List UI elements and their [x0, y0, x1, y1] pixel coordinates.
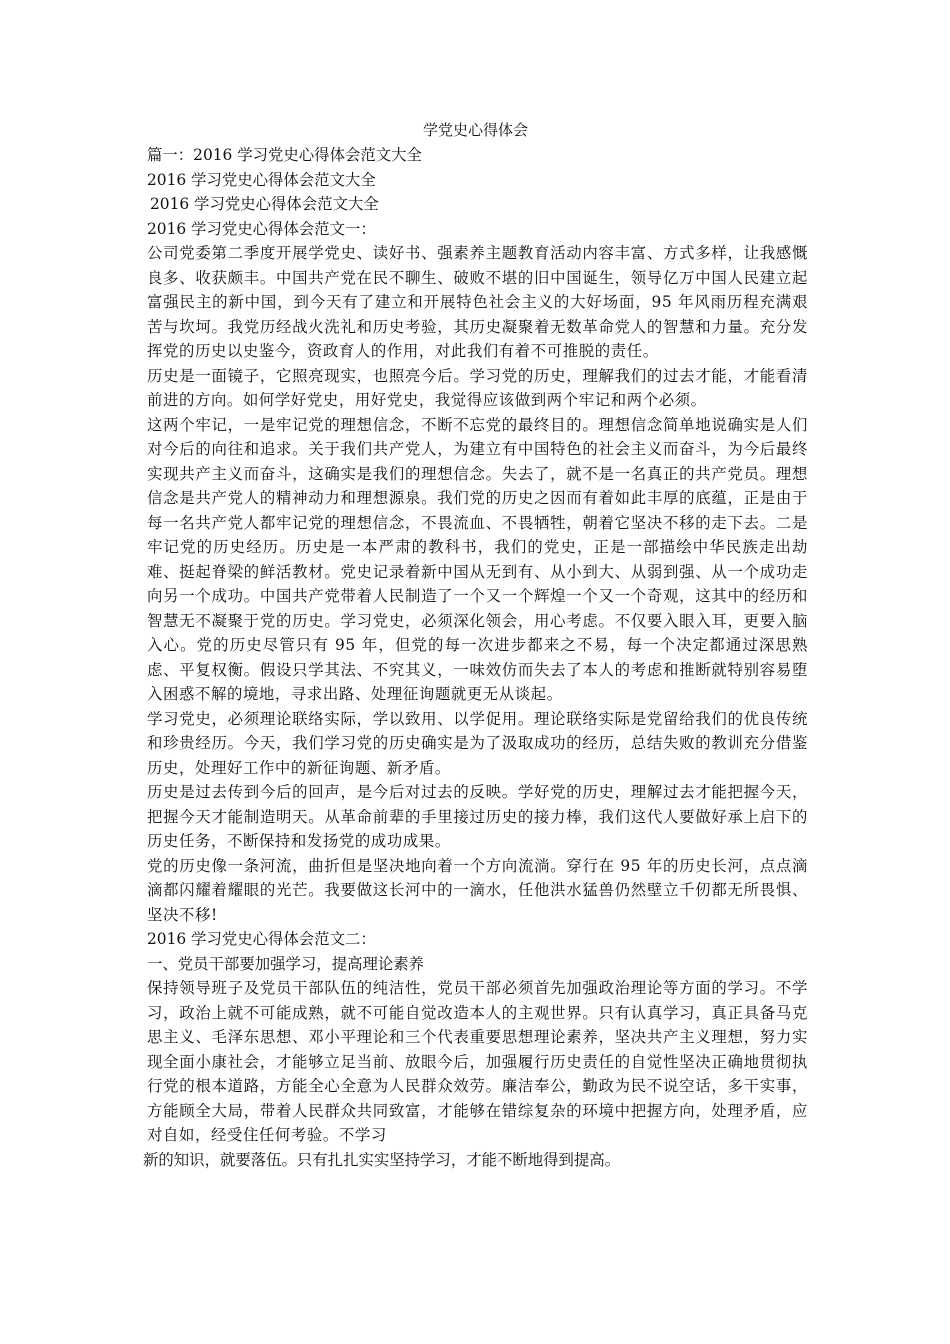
subtitle-line: 2016 学习党史心得体会范文大全 [150, 195, 379, 213]
paragraph: 保持领导班子及党员干部队伍的纯洁性，党员干部必须首先加强政治理论等方面的学习。不学习，政治上就不可能成熟，就不可能自觉改造本人的主观世界。只有认真学习，真正具备马克思主义、毛泽东思想、邓小平理论和三个代表重要思想理论素养，坚决共产主义理想，努力实现全面小康社会，才能够立足当前、放眼今后，加强履行历史责任的自觉性坚决正确地贯彻执行党的根本道路，方能全心全意为人民群众效劳。廉洁奉公，勤政为民不说空话，多干实事，方能顾全大局，带着人民群众共同致富，才能够在错综复杂的环境中把握方向，处理矛盾，应对自如，经受住任何考验。不学习 [147, 979, 808, 1144]
paragraph: 历史是一面镜子，它照亮现实，也照亮今后。学习党的历史，理解我们的过去才能，才能看清前进的方向。如何学好党史，用好党史，我觉得应该做到两个牢记和两个必须。 [147, 366, 808, 409]
section-heading: 2016 学习党史心得体会范文一： [147, 219, 376, 238]
paragraph-continuation: 新的知识，就要落伍。只有扎扎实实坚持学习，才能不断地得到提高。 [143, 1150, 621, 1169]
paragraph: 学习党史，必须理论联络实际，学以致用、以学促用。理论联络实际是党留给我们的优良传统和珍贵经历。今天，我们学习党的历史确实是为了汲取成功的经历，总结失败的教训充分借鉴历史，处理好工作中的新征询题、新矛盾。 [147, 709, 808, 777]
paragraph: 党的历史像一条河流，曲折但是坚决地向着一个方向流淌。穿行在 95 年的历史长河，点点滴滴都闪耀着耀眼的光芒。我要做这长河中的一滴水，任他洪水猛兽仍然壁立千仞都无所畏惧、坚决不移! [147, 856, 808, 924]
paragraph: 这两个牢记，一是牢记党的理想信念，不断不忘党的最终目的。理想信念简单地说确实是人们对今后的向往和追求。关于我们共产党人，为建立有中国特色的社会主义而奋斗，为今后最终实现共产主义而奋斗，这确实是我们的理想信念。失去了，就不是一名真正的共产党员。理想信念是共产党人的精神动力和理想源泉。我们党的历史之因而有着如此丰厚的底蕴，正是由于每一名共产党人都牢记党的理想信念，不畏流血、不畏牺牲，朝着它坚决不移的走下去。二是牢记党的历史经历。历史是一本严肃的教科书，我们的党史，正是一部描绘中华民族走出劫难、挺起脊梁的鲜活教材。党史记录着新中国从无到有、从小到大、从弱到强、从一个成功走向另一个成功。中国共产党带着人民制造了一个又一个辉煌一个又一个奇观，这其中的经历和智慧无不凝聚于党的历史。学习党史，必须深化领会，用心考虑。不仅要入眼入耳，更要入脑入心。党的历史尽管只有 95 年，但党的每一次进步都来之不易，每一个决定都通过深思熟虑、平复权衡。假设只学其法、不究其义，一味效仿而失去了本人的考虑和推断就特别容易堕入困惑不解的境地，寻求出路、处理征询题就更无从谈起。 [147, 415, 808, 703]
subtitle-line: 2016 学习党史心得体会范文大全 [147, 170, 376, 189]
sub-heading: 一、党员干部要加强学习，提高理论素养 [147, 954, 425, 973]
section-heading: 2016 学习党史心得体会范文二： [147, 930, 376, 948]
document-title: 学党史心得体会 [422, 121, 528, 139]
chapter-heading: 篇一：2016 学习党史心得体会范文大全 [147, 146, 422, 164]
paragraph: 公司党委第二季度开展学党史、读好书、强素养主题教育活动内容丰富、方式多样，让我感慨良多、收获颇丰。中国共产党在民不聊生、破败不堪的旧中国诞生，领导亿万中国人民建立起富强民主的新中国，到今天有了建立和开展特色社会主义的大好场面，95 年风雨历程充满艰苦与坎坷。我党历经战火洗礼和历史考验，其历史凝聚着无数革命党人的智慧和力量。充分发挥党的历史以史鉴今，资政育人的作用，对此我们有着不可推脱的责任。 [147, 244, 808, 360]
paragraph: 历史是过去传到今后的回声，是今后对过去的反映。学好党的历史，理解过去才能把握今天，把握今天才能制造明天。从革命前辈的手里接过历史的接力棒，我们这代人要做好承上启下的历史任务，不断保持和发扬党的成功成果。 [147, 783, 808, 850]
document-body [143, 118, 808, 1172]
